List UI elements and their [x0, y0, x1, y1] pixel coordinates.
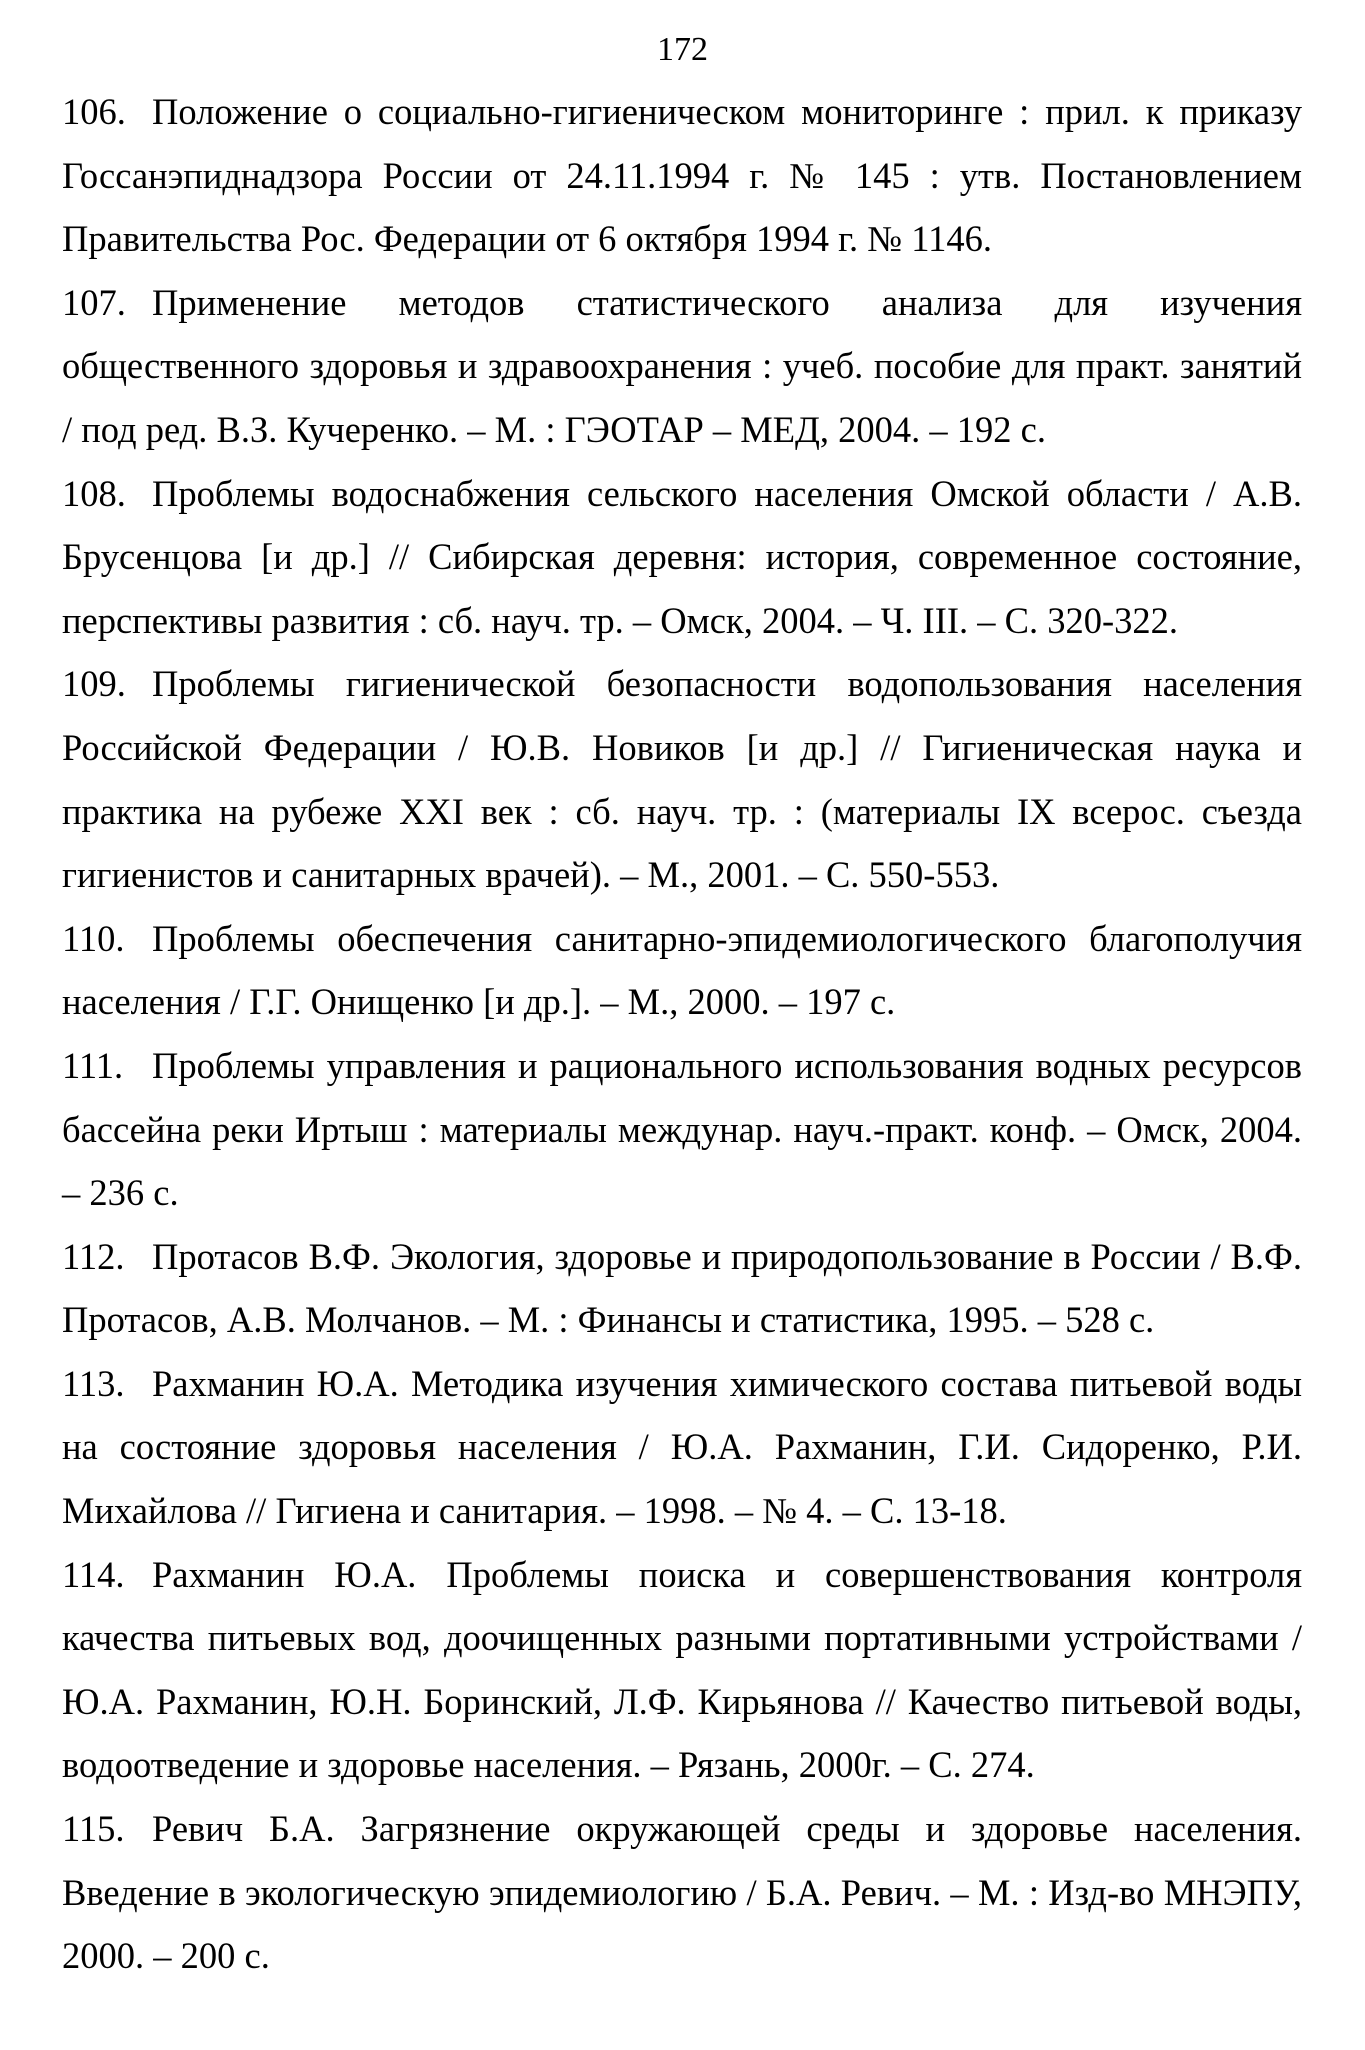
reference-text: Рахманин Ю.А. Проблемы поиска и совершенствования контроля качества питьевых вод, доочищенных разными портативными устройствами / Ю.А. Рахманин, Ю.Н. Боринский, Л.Ф. Кирьянова // Качество питьевой воды, водоотведение и здоровье населения. – Рязань, 2000г. – С. 274. [62, 1553, 1302, 1786]
reference-number: 113. [62, 1362, 125, 1404]
reference-text: Ревич Б.А. Загрязнение окружающей среды и здоровье населения. Введение в экологическую эпидемиологию / Б.А. Ревич. – М. : Изд-во МНЭПУ, 2000. – 200 с. [62, 1808, 1302, 1977]
reference-number: 111. [62, 1044, 124, 1086]
reference-text: Проблемы гигиенической безопасности водопользования населения Российской Федерации / Ю.В. Новиков [и др.] // Гигиеническая наука и практика на рубеже XXI век : сб. науч. тр. : (материалы IX всерос. съезда гигиенистов и санитарных врачей). – М., 2001. – С. 550-553. [62, 663, 1302, 896]
reference-item [62, 907, 1302, 1034]
reference-item [62, 462, 1302, 653]
reference-number: 109. [62, 663, 126, 705]
reference-item [62, 1034, 1302, 1225]
reference-item [62, 80, 1302, 271]
reference-text: Проблемы обеспечения санитарно-эпидемиологического благополучия населения / Г.Г. Онищенко [и др.]. – М., 2000. – 197 с. [62, 917, 1302, 1023]
reference-number: 110. [62, 917, 125, 959]
reference-item [62, 271, 1302, 462]
reference-text: Рахманин Ю.А. Методика изучения химического состава питьевой воды на состояние здоровья населения / Ю.А. Рахманин, Г.И. Сидоренко, Р.И. Михайлова // Гигиена и санитария. – 1998. – № 4. – С. 13-18. [62, 1362, 1302, 1532]
reference-item [62, 1352, 1302, 1543]
reference-number: 107. [62, 281, 126, 323]
reference-list [62, 80, 1302, 1988]
reference-number: 114. [62, 1553, 125, 1595]
reference-text: Протасов В.Ф. Экология, здоровье и природопользование в России / В.Ф. Протасов, А.В. Молчанов. – М. : Финансы и статистика, 1995. – 528 с. [62, 1235, 1302, 1341]
reference-text: Применение методов статистического анализа для изучения общественного здоровья и здравоохранения : учеб. пособие для практ. занятий / под ред. В.З. Кучеренко. – М. : ГЭОТАР – МЕД, 2004. – 192 с. [62, 281, 1302, 450]
reference-item [62, 652, 1302, 906]
reference-item [62, 1543, 1302, 1797]
reference-number: 106. [62, 91, 126, 132]
reference-number: 115. [62, 1808, 125, 1850]
reference-number: 112. [62, 1235, 125, 1277]
reference-item [62, 1225, 1302, 1352]
reference-text: Проблемы управления и рационального использования водных ресурсов бассейна реки Иртыш : материалы междунар. науч.-практ. конф. – Омск, 2004. – 236 с. [62, 1044, 1302, 1214]
reference-text: Проблемы водоснабжения сельского населения Омской области / А.В. Брусенцова [и др.] // Сибирская деревня: история, современное состояние, перспективы развития : сб. науч. тр. – Омск, 2004. – Ч. III. – С. 320-322. [62, 472, 1302, 641]
reference-text: Положение о социально-гигиеническом мониторинге : прил. к приказу Госсанэпиднадзора России от 24.11.1994 г. № 145 : утв. Постановлением Правительства Рос. Федерации от 6 октября 1994 г. № 1146. [62, 91, 1302, 260]
reference-number: 108. [62, 472, 126, 514]
page-number: 172 [657, 31, 708, 68]
reference-item [62, 1797, 1302, 1988]
